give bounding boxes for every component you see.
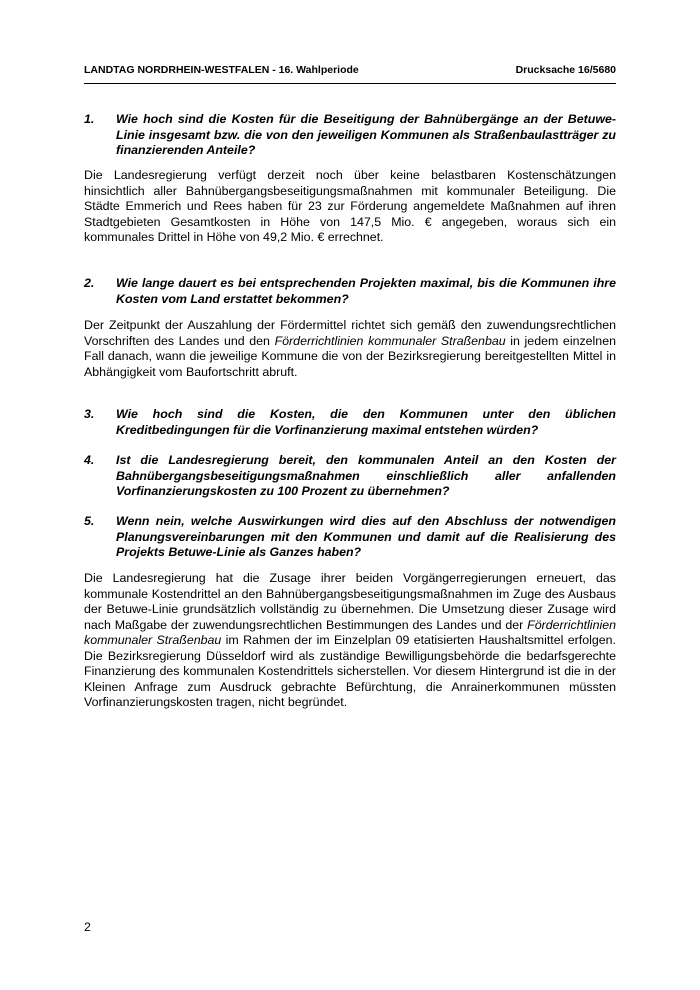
answer-text: Die Landesregierung hat die Zusage ihrer beiden Vorgängerregierungen erneuert, das kommunale Kostendrittel an den Bahnübergangsbeseitigungsmaßnahmen im Zuge des Ausbaus der Betuwe-Linie grundsätzlich vollständig zu übernehmen. Die Umsetzung dieser Zusage wird nach Maßgabe der zuwendungsrechtlichen Bestimmungen des Landes und der: [84, 571, 616, 632]
question-text: Wie hoch sind die Kosten für die Beseitigung der Bahnübergänge an der Betuwe-Linie insgesamt bzw. die von den jeweiligen Kommunen als Straßenbaulastträger zu finanzierenden Anteile?: [116, 112, 616, 157]
answer-text: im Rahmen der im Einzelplan 09 etatisierten Haushaltsmittel erfolgen. Die Bezirksregierung Düsseldorf wird als zuständige Bewilligungsbehörde die bedarfsgerechte Finanzierung des kommunalen Kostendrittels sicherstellen. Vor diesem Hintergrund ist die in der Kleinen Anfrage zum Ausdruck gebrachte Befürchtung, die Anrainerkommunen müssten Vorfinanzierungskosten tragen, nicht begründet.: [84, 633, 616, 709]
header-parliament: LANDTAG NORDRHEIN-WESTFALEN - 16. Wahlperiode: [84, 64, 359, 76]
guideline-title: Förderrichtlinien kommunaler Straßenbau: [274, 333, 506, 348]
question-number: 5.: [84, 514, 95, 528]
answer-1: Die Landesregierung verfügt derzeit noch über keine belastbaren Kostenschätzungen hinsichtlich aller Bahnübergangsbeseitigungsmaßnahmen mit kommunaler Beteiligung. Die Städte Emmerich und Rees haben für 23 zur Förderung angemeldete Maßnahmen auf ihren Stadtgebieten Gesamtkosten in Höhe von 147,5 Mio. € angegeben, woraus sich ein kommunales Drittel in Höhe von 49,2 Mio. € errechnet.: [84, 168, 616, 244]
page-header: [84, 64, 616, 80]
page-number: 2: [84, 920, 91, 934]
header-rule: [84, 83, 616, 84]
question-text: Wie lange dauert es bei entsprechenden Projekten maximal, bis die Kommunen ihre Kosten vom Land erstattet bekommen?: [116, 276, 616, 306]
answer-text: in jedem einzelnen Fall danach, wann die jeweilige Kommune die von der Bezirksregierung bereitgestellten Mittel in Abhängigkeit vom Baufortschritt abruft.: [84, 333, 616, 379]
question-text: Wenn nein, welche Auswirkungen wird dies auf den Abschluss der notwendigen Planungsvereinbarungen mit den Kommunen und damit auf die Realisierung des Projekts Betuwe-Linie als Ganzes haben?: [116, 514, 616, 559]
question-number: 1.: [84, 112, 95, 126]
question-text: Ist die Landesregierung bereit, den kommunalen Anteil an den Kosten der Bahnübergangsbeseitigungsmaßnahmen einschließlich aller anfallenden Vorfinanzierungskosten zu 100 Prozent zu übernehmen?: [116, 453, 616, 498]
question-2: [84, 276, 616, 307]
answer-3-5: [84, 571, 616, 711]
question-text: Wie hoch sind die Kosten, die den Kommunen unter den üblichen Kreditbedingungen für die Vorfinanzierung maximal entstehen würden?: [116, 407, 616, 437]
answer-text: Der Zeitpunkt der Auszahlung der Fördermittel richtet sich gemäß den zuwendungsrechtlichen Vorschriften des Landes und den: [84, 318, 616, 348]
header-document-number: Drucksache 16/5680: [515, 64, 616, 76]
answer-2: [84, 318, 616, 380]
question-number: 4.: [84, 453, 95, 467]
question-3: [84, 407, 616, 438]
question-number: 3.: [84, 407, 95, 421]
question-number: 2.: [84, 276, 95, 290]
question-4: [84, 453, 616, 500]
question-5: [84, 514, 616, 561]
guideline-title: Förderrichtlinien kommunaler Straßenbau: [84, 617, 616, 647]
question-1: [84, 112, 616, 159]
